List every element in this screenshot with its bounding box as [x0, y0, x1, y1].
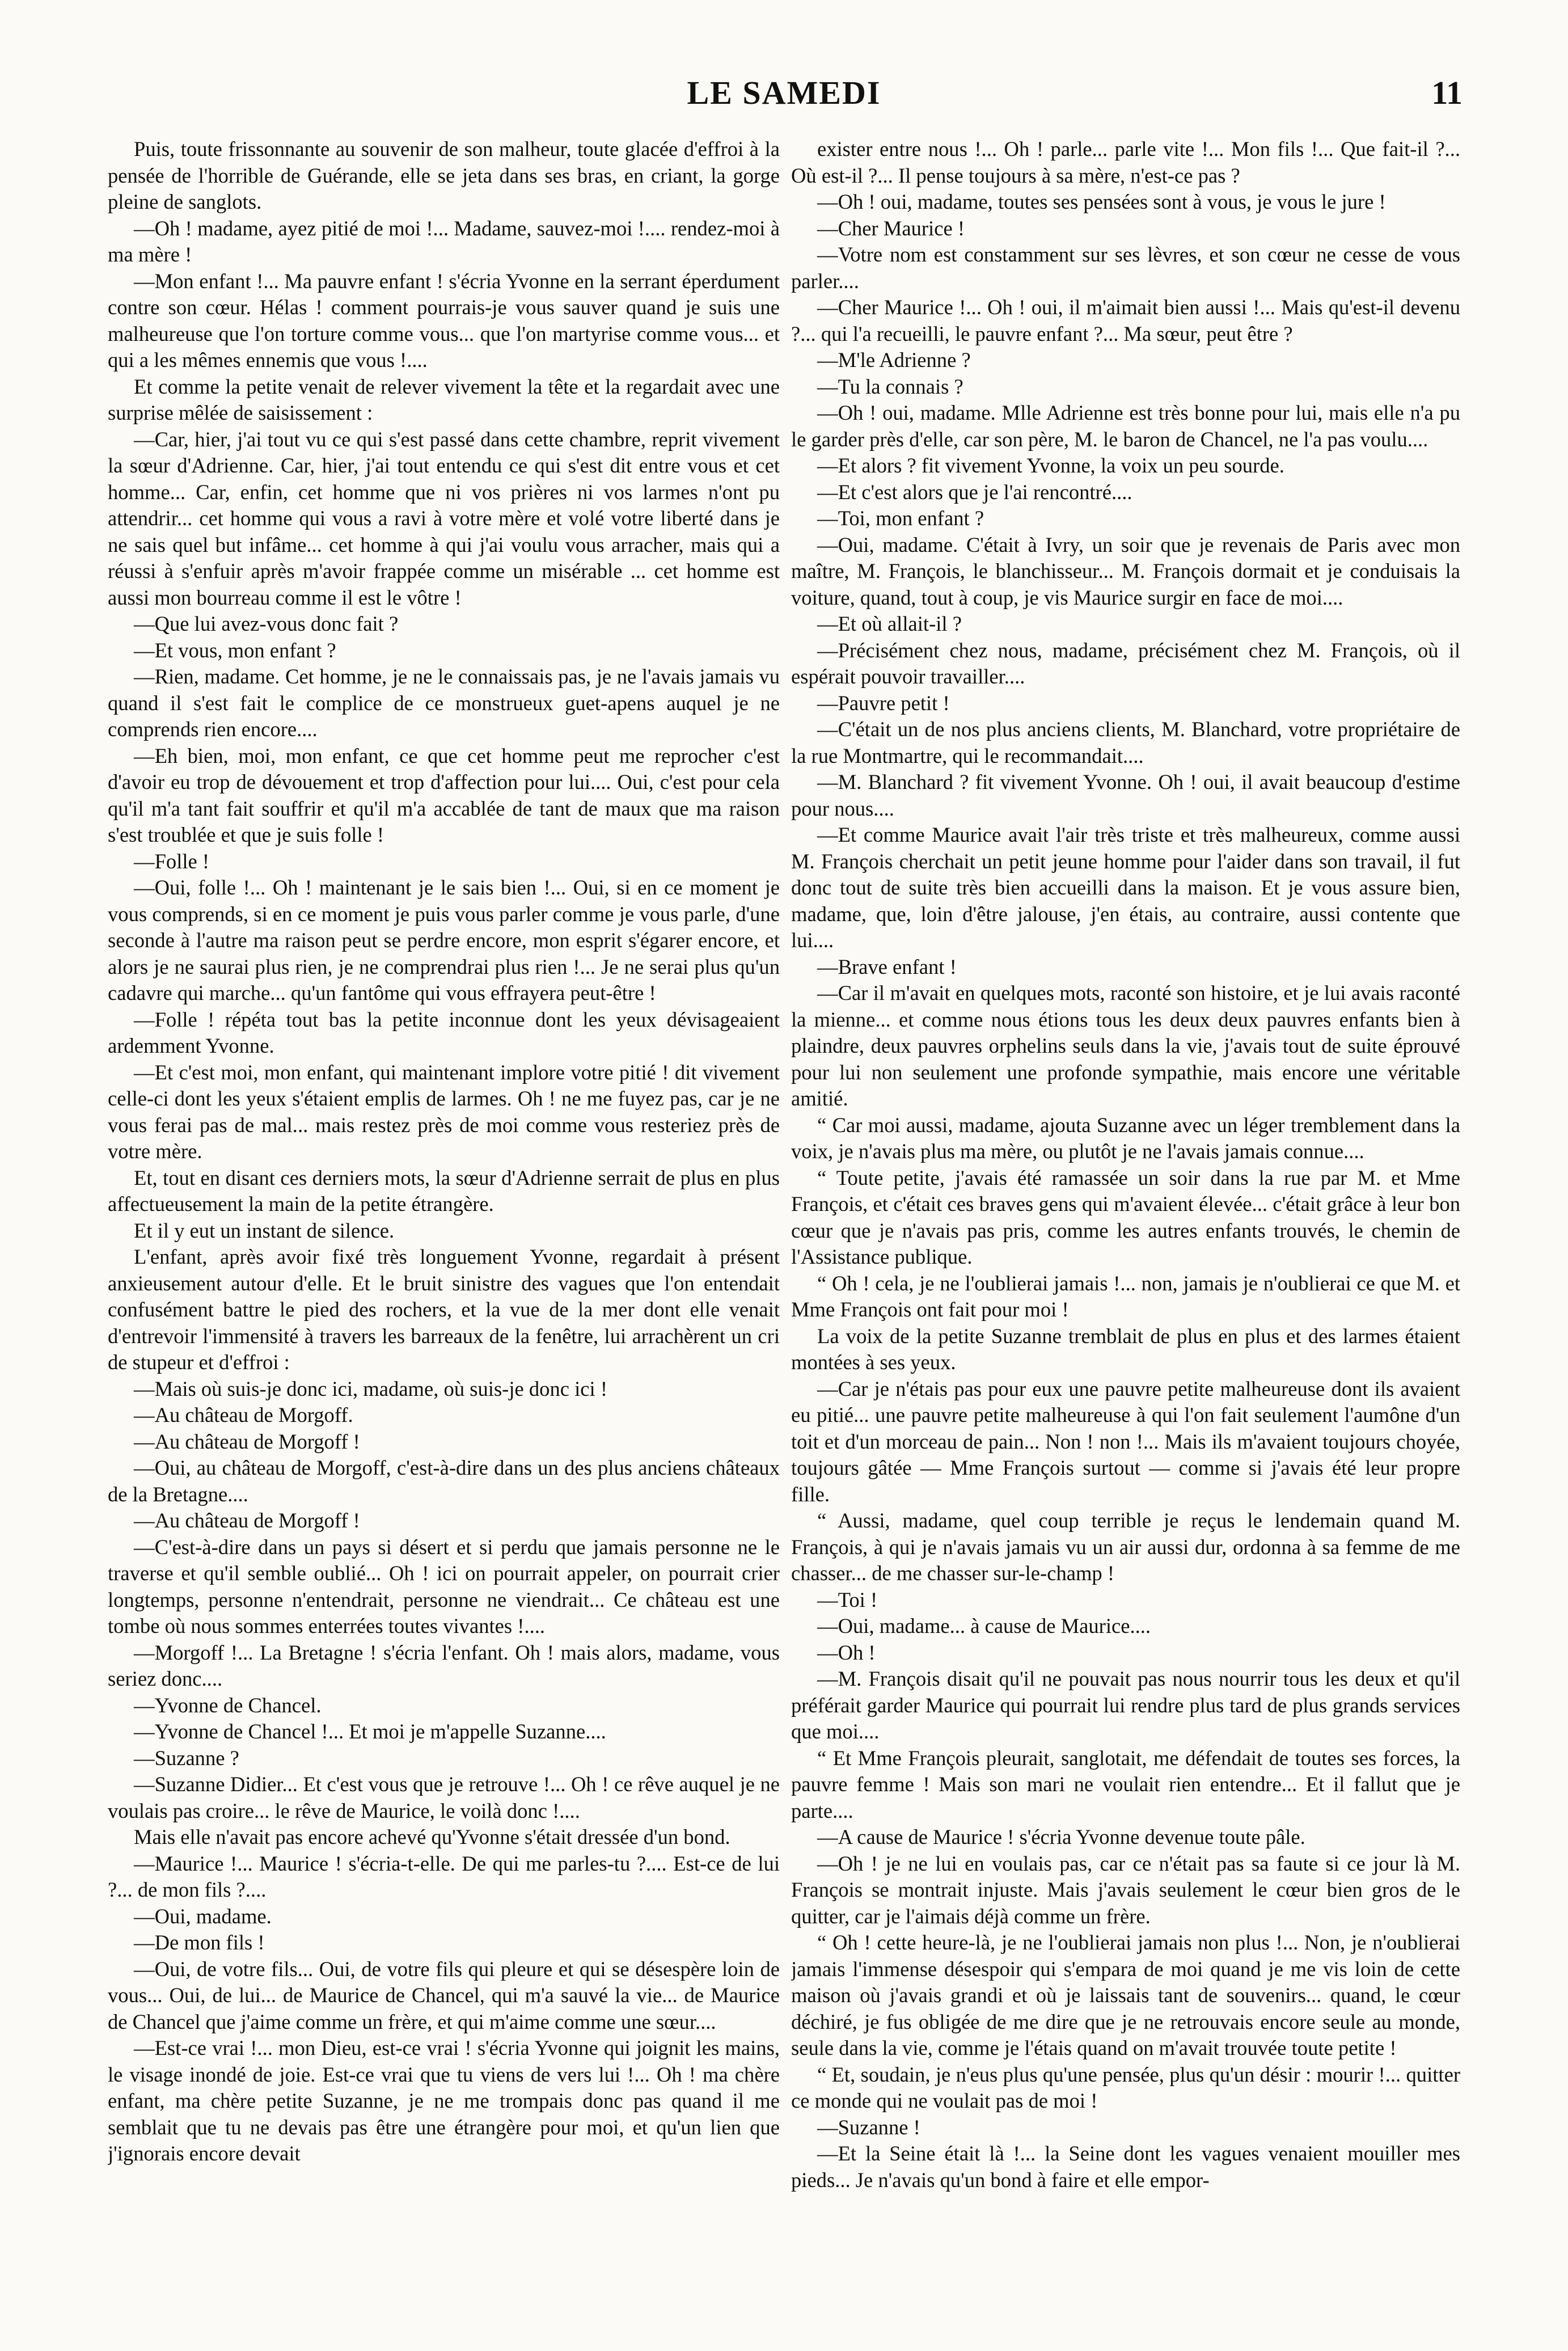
paragraph: —A cause de Maurice ! s'écria Yvonne devenue toute pâle.: [817, 1825, 1305, 1848]
paragraph: —Au château de Morgoff !: [134, 1429, 360, 1453]
paragraph: —Votre nom est constamment sur ses lèvres, et son cœur ne cesse de vous parler....: [791, 243, 1460, 293]
paragraph: —Oui, de votre fils... Oui, de votre fils qui pleure et qui se désespère loin de vous... Oui, de lui... de Maurice de Chancel, qui m'a sauvé la vie... de Maurice de Chancel que j'aime comme un frère, et qui m'aime comme une sœur....: [108, 1957, 780, 2033]
paragraph: —Oh ! oui, madame. Mlle Adrienne est très bonne pour lui, mais elle n'a pu le garder près d'elle, car son père, M. le baron de Chancel, ne l'a pas voulu....: [791, 401, 1460, 451]
paragraph: “ Toute petite, j'avais été ramassée un soir dans la rue par M. et Mme François, et c'était ces braves gens qui m'avaient élevée... c'était grâce à leur bon cœur que je n'avais pas pris, comme les autres enfants trouvés, le chemin de l'Assistance publique.: [791, 1166, 1460, 1268]
paragraph: “ Oh ! cela, je ne l'oublierai jamais !... non, jamais je n'oublierai ce que M. et Mme François ont fait pour moi !: [791, 1271, 1460, 1321]
paragraph: —Cher Maurice !... Oh ! oui, il m'aimait bien aussi !... Mais qu'est-il devenu ?... qui l'a recueilli, le pauvre enfant ?... Ma sœur, peut être ?: [791, 296, 1460, 345]
paragraph: L'enfant, après avoir fixé très longuement Yvonne, regardait à présent anxieusement autour d'elle. Et le bruit sinistre des vagues que l'on entendait confusément battre le pied des rochers, et la vue de la mer dont elle venait d'entrevoir l'immensité à travers les barreaux de la fenêtre, lui arrachèrent un cri de stupeur et d'effroi :: [108, 1245, 780, 1374]
paragraph: —Yvonne de Chancel.: [134, 1693, 322, 1717]
paragraph: —Est-ce vrai !... mon Dieu, est-ce vrai ! s'écria Yvonne qui joignit les mains, le visage inondé de joie. Est-ce vrai que tu viens de vers lui !... Oh ! ma chère enfant, ma chère petite Suzanne, je ne me trompais donc pas quand il me semblait que tu ne devais pas être une étrangère pour moi, et qu'un lien que j'ignorais encore devait: [108, 2036, 780, 2165]
paragraph: —Suzanne !: [817, 2115, 920, 2139]
paragraph: —Oui, au château de Morgoff, c'est-à-dire dans un des plus anciens châteaux de la Bretagne....: [108, 1456, 780, 1506]
paragraph: —De mon fils !: [134, 1931, 265, 1954]
paragraph: “ Oh ! cette heure-là, je ne l'oublierai jamais non plus !... Non, je n'oublierai jamais l'immense désespoir qui s'empara de moi quand je me vis loin de cette maison où j'avais grandi et où je laissais tant de souvenirs... quand, le cœur déchiré, je fus obligée de me dire que je ne retrouvais encore seule au monde, seule dans la vie, comme je l'étais quand on m'avait trouvée toute petite !: [791, 1931, 1460, 2059]
paragraph: —Précisément chez nous, madame, précisément chez M. François, où il espérait pouvoir travailler....: [791, 638, 1460, 688]
paragraph: —Oui, folle !... Oh ! maintenant je le sais bien !... Oui, si en ce moment je vous comprends, si en ce moment je puis vous parler comme je vous parle, d'une seconde à l'autre ma raison peut se perdre encore, mon esprit s'égarer encore, et alors je ne saurai plus rien, je ne comprendrai plus rien !... Je ne serai plus qu'un cadavre qui marche... qu'un fantôme qui vous effrayera peut-être !: [108, 876, 780, 1004]
paragraph: —Pauvre petit !: [817, 691, 950, 715]
paragraph: —Oh ! madame, ayez pitié de moi !... Madame, sauvez-moi !.... rendez-moi à ma mère !: [108, 216, 780, 266]
paragraph: —Et comme Maurice avait l'air très triste et très malheureux, comme aussi M. François cherchait un petit jeune homme pour l'aider dans son travail, il fut donc tout de suite très bien accueilli dans la maison. Et je vous assure bien, madame, que, loin d'être jalouse, j'en étais, au contraire, aussi contente que lui....: [791, 823, 1460, 952]
paragraph: —Et alors ? fit vivement Yvonne, la voix un peu sourde.: [817, 454, 1284, 477]
paragraph: —Suzanne ?: [134, 1746, 239, 1770]
paragraph: —Oh ! oui, madame, toutes ses pensées sont à vous, je vous le jure !: [817, 190, 1386, 213]
paragraph: Et il y eut un instant de silence.: [134, 1218, 395, 1242]
paragraph: —Yvonne de Chancel !... Et moi je m'appelle Suzanne....: [134, 1720, 606, 1743]
paragraph: —Oui, madame.: [134, 1904, 272, 1928]
paragraph: “ Aussi, madame, quel coup terrible je reçus le lendemain quand M. François, à qui je n'avais jamais vu un air aussi dur, ordonna à sa femme de me chasser... de me chasser sur-le-champ !: [791, 1509, 1460, 1585]
paragraph: —Oh ! je ne lui en voulais pas, car ce n'était pas sa faute si ce jour là M. François se montrait injuste. Mais j'avais seulement le cœur bien gros de le quitter, car je l'aimais déjà comme un frère.: [791, 1851, 1460, 1928]
paragraph: —M. François disait qu'il ne pouvait pas nous nourrir tous les deux et qu'il préférait garder Maurice qui pourrait lui rendre plus tard de plus grands services que moi....: [791, 1667, 1460, 1743]
left-column: [108, 136, 780, 2303]
paragraph: —Eh bien, moi, mon enfant, ce que cet homme peut me reprocher c'est d'avoir eu trop de dévouement et trop d'affection pour lui.... Oui, c'est pour cela qu'il m'a tant fait souffrir et qu'il m'a accablée de tant de maux que ma raison s'est troublée et que je suis folle !: [108, 744, 780, 846]
paragraph: —Car je n'étais pas pour eux une pauvre petite malheureuse dont ils avaient eu pitié... une pauvre petite malheureuse à qui l'on fait seulement l'aumône d'un toit et d'un morceau de pain... Non ! non !... Mais ils m'avaient toujours choyée, toujours gâtée — Mme François surtout — comme si j'avais été leur propre fille.: [791, 1377, 1460, 1506]
paragraph: —Tu la connais ?: [817, 374, 963, 398]
paragraph: —Mais où suis-je donc ici, madame, où suis-je donc ici !: [134, 1377, 608, 1400]
running-header: [0, 74, 1568, 119]
paragraph: —Folle !: [134, 849, 210, 873]
paragraph: —Et vous, mon enfant ?: [134, 638, 336, 662]
publication-title: LE SAMEDI: [687, 74, 881, 111]
paragraph: —Suzanne Didier... Et c'est vous que je retrouve !... Oh ! ce rêve auquel je ne voulais pas croire... le rêve de Maurice, le voilà donc !....: [108, 1772, 780, 1822]
paragraph: Et, tout en disant ces derniers mots, la sœur d'Adrienne serrait de plus en plus affectueusement la main de la petite étrangère.: [108, 1166, 780, 1215]
paragraph: —Car il m'avait en quelques mots, raconté son histoire, et je lui avais raconté la mienne... et comme nous étions tous les deux deux pauvres enfants bien à plaindre, deux pauvres orphelins seuls dans la vie, j'avais tout de suite éprouvé pour lui non seulement une profonde sympathie, mais encore une véritable amitié.: [791, 981, 1460, 1110]
paragraph: —M'le Adrienne ?: [817, 348, 971, 372]
paragraph: La voix de la petite Suzanne tremblait de plus en plus et des larmes étaient montées à ses yeux.: [791, 1324, 1460, 1374]
paragraph: —Folle ! répéta tout bas la petite inconnue dont les yeux dévisageaient ardemment Yvonne.: [108, 1007, 780, 1057]
page-number: 11: [1431, 74, 1463, 111]
paragraph: —Mon enfant !... Ma pauvre enfant ! s'écria Yvonne en la serrant éperdument contre son cœur. Hélas ! comment pourrais-je vous sauver quand je suis une malheureuse que l'on torture comme vous... que l'on martyrise comme vous... et qui a les mêmes ennemis que vous !....: [108, 269, 780, 372]
paragraph: —Au château de Morgoff !: [134, 1509, 360, 1532]
paragraph: —Et c'est moi, mon enfant, qui maintenant implore votre pitié ! dit vivement celle-ci dont les yeux s'étaient emplis de larmes. Oh ! ne me fuyez pas, car je ne vous ferai pas de mal... mais restez près de moi comme vous resteriez près de votre mère.: [108, 1060, 780, 1163]
paragraph: —C'était un de nos plus anciens clients, M. Blanchard, votre propriétaire de la rue Montmartre, qui le recommandait....: [791, 717, 1460, 767]
paragraph: Mais elle n'avait pas encore achevé qu'Yvonne s'était dressée d'un bond.: [134, 1825, 730, 1848]
paragraph: —Toi !: [817, 1588, 878, 1611]
paragraph: —Car, hier, j'ai tout vu ce qui s'est passé dans cette chambre, reprit vivement la sœur d'Adrienne. Car, hier, j'ai tout entendu ce qui s'est dit entre vous et cet homme... Car, enfin, cet homme que ni vos prières ni vos larmes n'ont pu attendrir... cet homme qui vous a ravi à votre mère et volé votre liberté dans je ne sais quel but infâme... cet homme à qui j'ai voulu vous arracher, mais qui a réussi à s'enfuir après m'avoir frappée comme un misérable ... cet homme est aussi mon bourreau comme il est le vôtre !: [108, 427, 780, 609]
paragraph: —Au château de Morgoff.: [134, 1403, 353, 1426]
paragraph: —Oui, madame. C'était à Ivry, un soir que je revenais de Paris avec mon maître, M. François, le blanchisseur... M. François dormait et je conduisais la voiture, quand, tout à coup, je vis Maurice surgir en face de moi....: [791, 533, 1460, 609]
paragraph: Et comme la petite venait de relever vivement la tête et la regardait avec une surprise mêlée de saisissement :: [108, 374, 780, 424]
paragraph: —Oui, madame... à cause de Maurice....: [817, 1614, 1151, 1637]
paragraph: “ Car moi aussi, madame, ajouta Suzanne avec un léger tremblement dans la voix, je n'avais plus ma mère, ou plutôt je ne l'avais jamais connue....: [791, 1113, 1460, 1163]
right-column: [791, 136, 1460, 2303]
paragraph: “ Et, soudain, je n'eus plus qu'une pensée, plus qu'un désir : mourir !... quitter ce monde qui ne voulait pas de moi !: [791, 2062, 1460, 2112]
paragraph: —M. Blanchard ? fit vivement Yvonne. Oh ! oui, il avait beaucoup d'estime pour nous....: [791, 770, 1460, 820]
paragraph: —Toi, mon enfant ?: [817, 507, 984, 530]
paragraph: —Morgoff !... La Bretagne ! s'écria l'enfant. Oh ! mais alors, madame, vous seriez donc....: [108, 1640, 780, 1690]
paragraph: —Et c'est alors que je l'ai rencontré....: [817, 480, 1132, 504]
paragraph: “ Et Mme François pleurait, sanglotait, me défendait de toutes ses forces, la pauvre femme ! Mais son mari ne voulait rien entendre... Et il fallut que je parte....: [791, 1746, 1460, 1822]
paragraph: —Et la Seine était là !... la Seine dont les vagues venaient mouiller mes pieds... Je n'avais qu'un bond à faire et elle empor-: [791, 2142, 1460, 2192]
paragraph: exister entre nous !... Oh ! parle... parle vite !... Mon fils !... Que fait-il ?... Où est-il ?... Il pense toujours à sa mère, n'est-ce pas ?: [791, 137, 1460, 187]
paragraph: Puis, toute frissonnante au souvenir de son malheur, toute glacée d'effroi à la pensée de l'horrible de Guérande, elle se jeta dans ses bras, en criant, la gorge pleine de sanglots.: [108, 137, 780, 213]
paragraph: —Cher Maurice !: [817, 216, 965, 240]
paragraph: —C'est-à-dire dans un pays si désert et si perdu que jamais personne ne le traverse et qu'il semble oublié... Oh ! ici on pourrait appeler, on pourrait crier longtemps, personne n'entendrait, personne ne viendrait... Ce château est une tombe où nous sommes enterrées toutes vivantes !....: [108, 1535, 780, 1637]
paragraph: —Et où allait-il ?: [817, 612, 962, 635]
paragraph: —Brave enfant !: [817, 955, 957, 978]
paragraph: —Maurice !... Maurice ! s'écria-t-elle. De qui me parles-tu ?.... Est-ce de lui ?... de mon fils ?....: [108, 1851, 780, 1901]
paragraph: —Rien, madame. Cet homme, je ne le connaissais pas, je ne l'avais jamais vu quand il s'est fait le complice de ce monstrueux guet-apens auquel je ne comprends rien encore....: [108, 665, 780, 741]
paragraph: —Oh !: [817, 1640, 876, 1664]
paragraph: —Que lui avez-vous donc fait ?: [134, 612, 399, 635]
